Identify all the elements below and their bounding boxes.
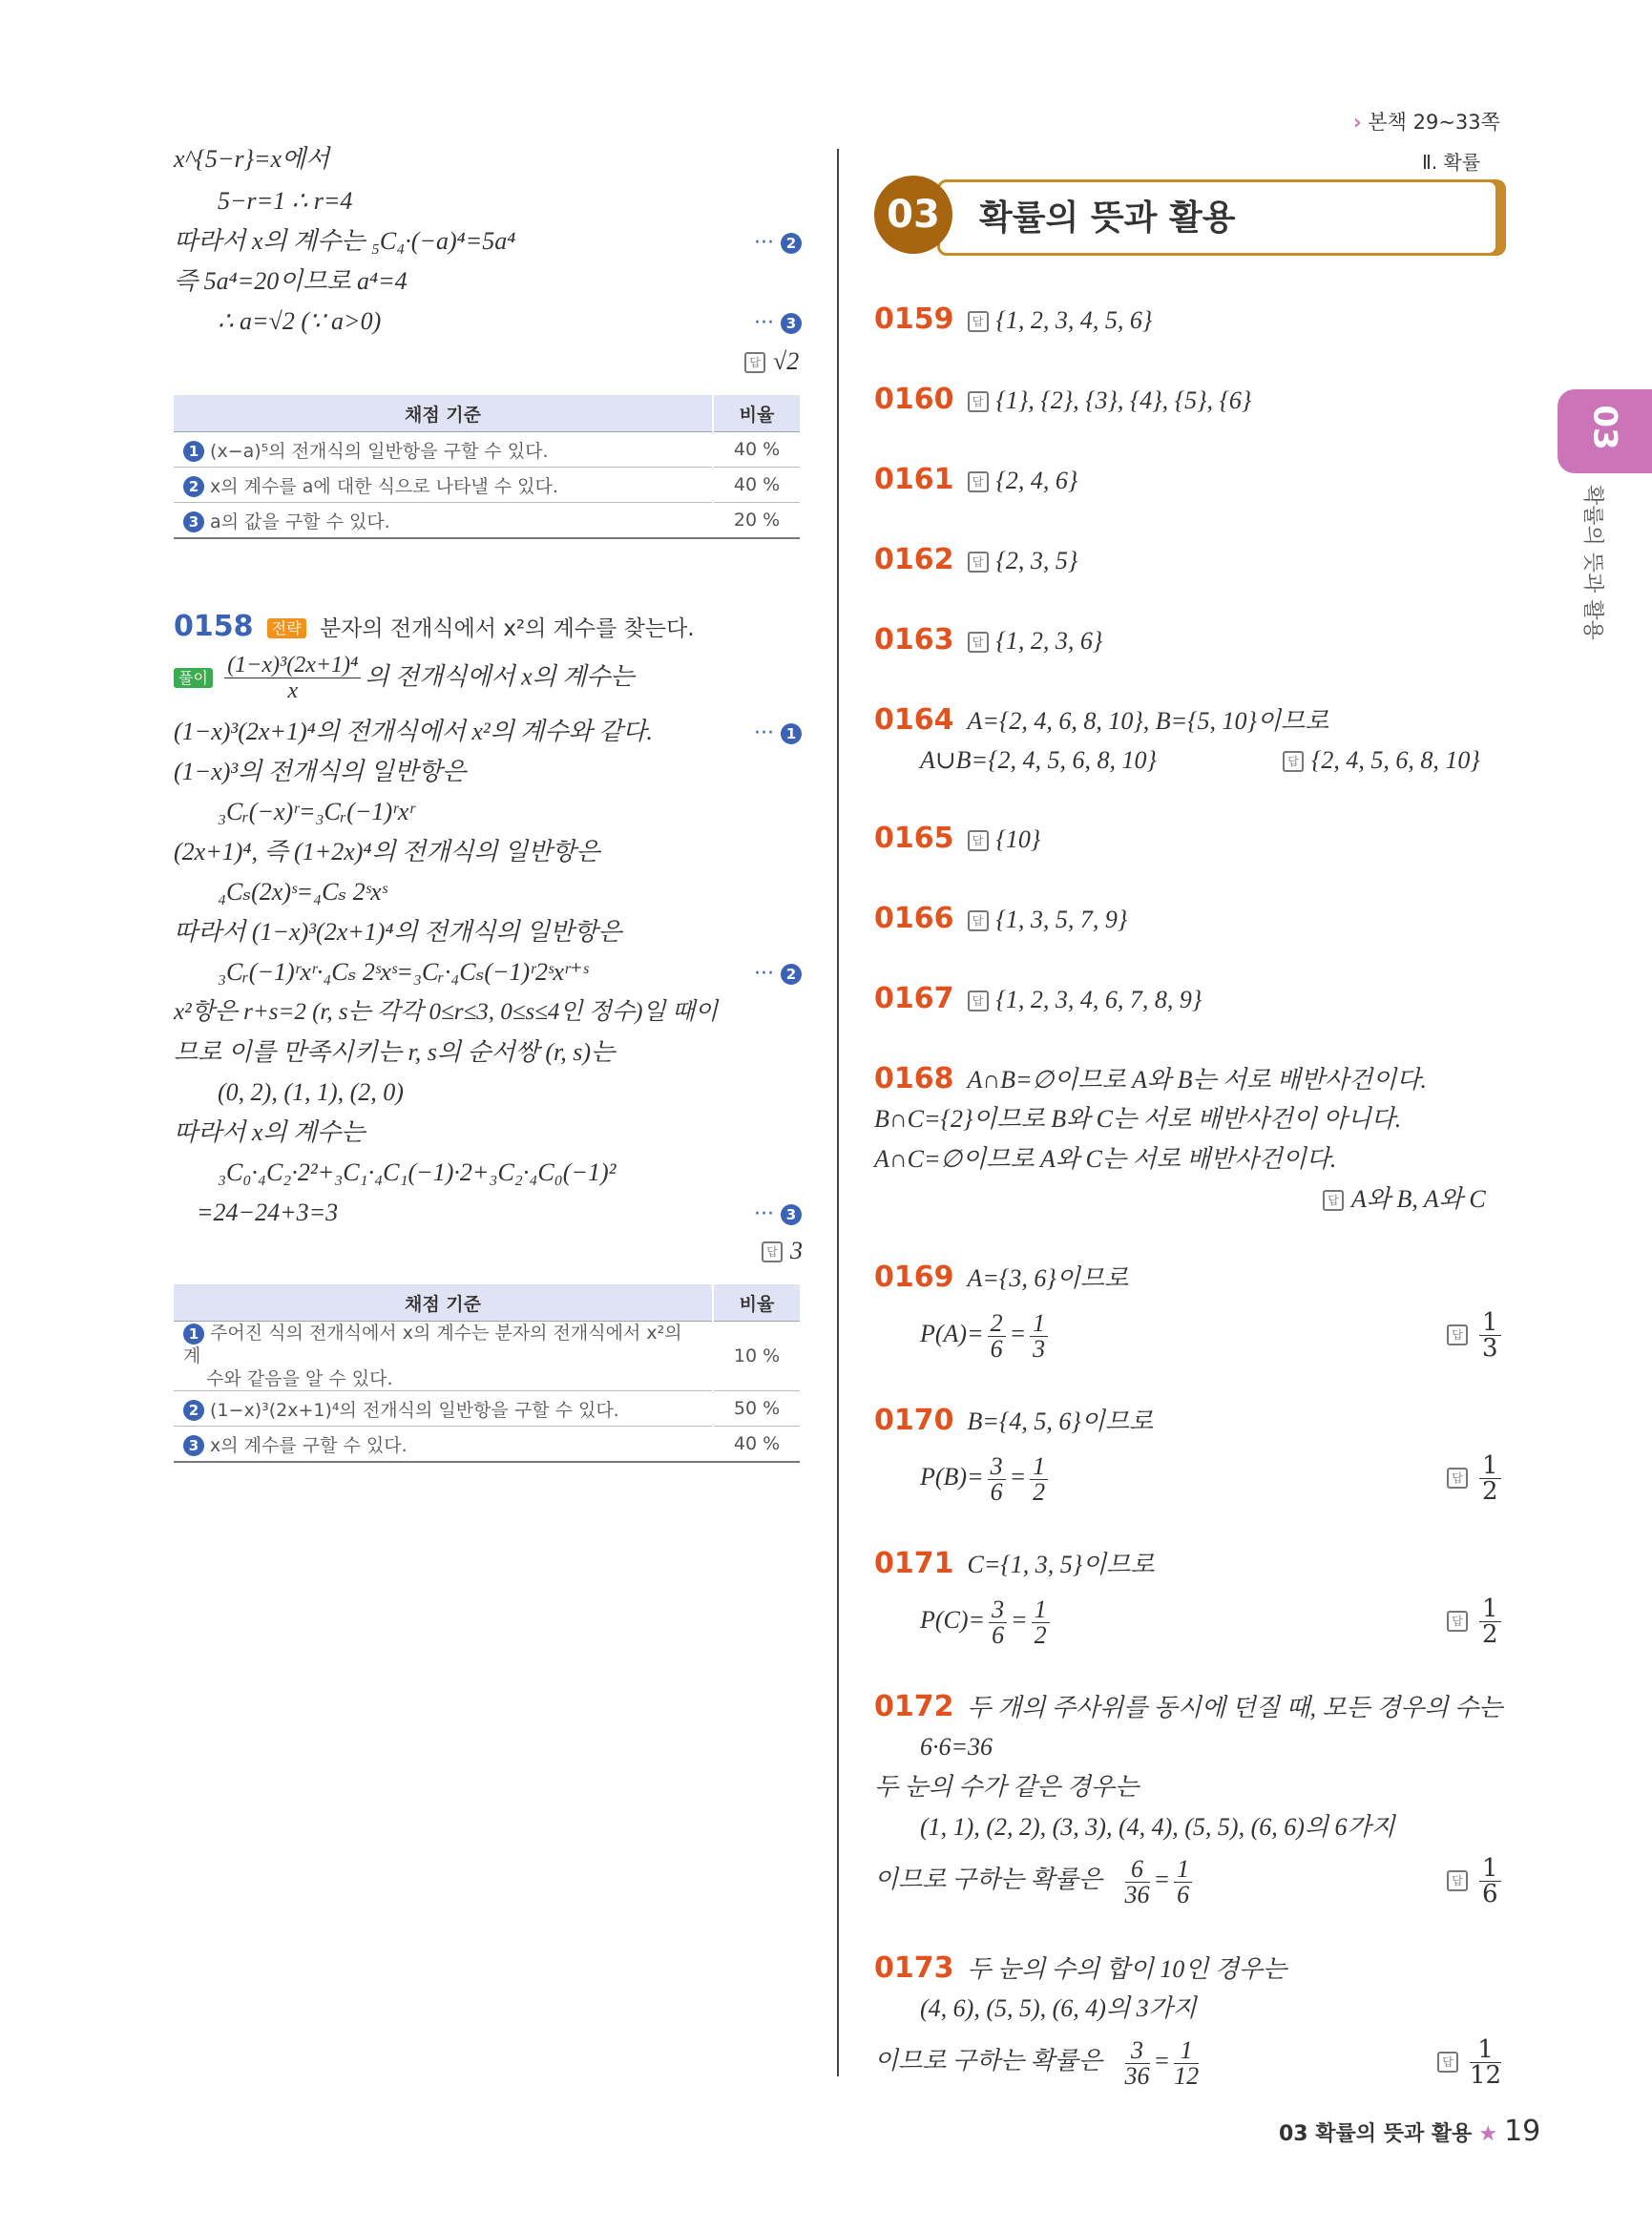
side-tab-title: 확률의 뜻과 활용 bbox=[1580, 485, 1604, 640]
answer-0169: 답 $\frac{1}{3}$ bbox=[1447, 1305, 1505, 1363]
answer-0172: 답 $\frac{1}{6}$ bbox=[1447, 1851, 1505, 1908]
problem-0171: 0171 C={1, 3, 5}이므로 bbox=[874, 1547, 1155, 1580]
table-header-ratio: 비율 bbox=[713, 395, 800, 432]
answer-0157: 답 √2 bbox=[744, 345, 799, 378]
problem-0172-line: (1, 1), (2, 2), (3, 3), (4, 4), (5, 5), (6, 6)의 6가지 bbox=[920, 1813, 1395, 1841]
problem-0159: 0159 답 {1, 2, 3, 4, 5, 6} bbox=[874, 302, 1153, 336]
table-header-ratio: 비율 bbox=[713, 1284, 800, 1322]
table-row: 1 (x−a)⁵의 전개식의 일반항을 구할 수 있다. 40 % bbox=[174, 432, 800, 468]
solution-line: (2x+1)⁴, 즉 (1+2x)⁴의 전개식의 일반항은 bbox=[174, 838, 600, 865]
answer-0171: 답 $\frac{1}{2}$ bbox=[1447, 1592, 1505, 1649]
page-number: 19 bbox=[1504, 2115, 1541, 2148]
left-line-3: 따라서 x의 계수는 ₅C₄·(−a)⁴=5a⁴ bbox=[174, 227, 516, 255]
answer-0170: 답 $\frac{1}{2}$ bbox=[1447, 1449, 1505, 1506]
problem-0173: 0173 두 눈의 수의 합이 10인 경우는 bbox=[874, 1951, 1287, 1985]
problem-0161: 0161 답 {2, 4, 6} bbox=[874, 463, 1078, 496]
table-row: 3 a의 값을 구할 수 있다. 20 % bbox=[174, 503, 800, 539]
solution-badge: 풀이 bbox=[174, 668, 213, 688]
step-marker-2: ··· 2 bbox=[754, 958, 802, 990]
left-line-1: x^{5−r}=x에서 bbox=[174, 145, 330, 173]
step-marker-1: ··· 1 bbox=[754, 718, 802, 750]
table-header-criteria: 채점 기준 bbox=[174, 395, 713, 432]
solution-line: =24−24+3=3 bbox=[197, 1199, 339, 1226]
side-tab bbox=[1558, 389, 1652, 473]
solution-first-line: 풀이 $\frac{\text{(1−x)³(2x+1)⁴}}{x}$ 의 전개식에서 x의 계수는 bbox=[174, 653, 635, 703]
left-line-5: ∴ a=√2 (∵ a>0) bbox=[218, 307, 382, 335]
column-divider bbox=[837, 149, 839, 2076]
step-marker-3: ··· 3 bbox=[754, 307, 802, 340]
solution-line: (1−x)³의 전개식의 일반항은 bbox=[174, 758, 467, 785]
problem-0173-line: (4, 6), (5, 5), (6, 4)의 3가지 bbox=[920, 1994, 1197, 2022]
problem-0172-line: 6·6=36 bbox=[920, 1733, 993, 1761]
problem-0166: 0166 답 {1, 3, 5, 7, 9} bbox=[874, 902, 1128, 935]
chapter-number-circle bbox=[874, 176, 952, 254]
problem-0158-heading bbox=[174, 611, 695, 645]
solution-line: ₄Cₛ(2x)ˢ=₄Cₛ 2ˢxˢ bbox=[218, 878, 387, 906]
table-row: 1 주어진 식의 전개식에서 x의 계수는 분자의 전개식에서 x²의 계 수와 같음을 알 수 있다. 10 % bbox=[174, 1322, 800, 1391]
problem-0165: 0165 답 {10} bbox=[874, 822, 1041, 855]
problem-0168: 0168 A∩B=∅이므로 A와 B는 서로 배반사건이다. bbox=[874, 1062, 1428, 1095]
solution-line: 따라서 x의 계수는 bbox=[174, 1118, 366, 1146]
solution-line: (0, 2), (1, 1), (2, 0) bbox=[218, 1078, 404, 1106]
chapter-title: 확률의 뜻과 활용 bbox=[979, 198, 1236, 238]
problem-0171-eq: P(C)= $\frac{3}{6}$ = $\frac{1}{2}$ bbox=[920, 1592, 1054, 1649]
step-marker-3: ··· 3 bbox=[754, 1199, 802, 1231]
problem-number: 0158 bbox=[174, 610, 254, 643]
problem-0160: 0160 답 {1}, {2}, {3}, {4}, {5}, {6} bbox=[874, 383, 1252, 416]
solution-line: ₃Cᵣ(−1)ʳxʳ·₄Cₛ 2ˢxˢ=₃Cᵣ·₄Cₛ(−1)ʳ2ˢxʳ⁺ˢ bbox=[218, 958, 588, 986]
chapter-number: 03 bbox=[887, 193, 940, 237]
problem-0173-eq: 이므로 구하는 확률은 $\frac{3}{36}$ = $\frac{1}{12}$ bbox=[874, 2035, 1200, 2090]
book-reference bbox=[1353, 107, 1500, 136]
step-marker-2: ··· 2 bbox=[754, 227, 802, 260]
problem-0172-line: 두 눈의 수가 같은 경우는 bbox=[874, 1773, 1140, 1801]
problem-0169-eq: P(A)= $\frac{2}{6}$ = $\frac{1}{3}$ bbox=[920, 1305, 1052, 1363]
table-row: 2 (1−x)³(2x+1)⁴의 전개식의 일반항을 구할 수 있다. 50 % bbox=[174, 1391, 800, 1427]
problem-0164-line: A∪B={2, 4, 5, 6, 8, 10} bbox=[920, 746, 1157, 774]
answer-0164: 답 {2, 4, 5, 6, 8, 10} bbox=[1283, 744, 1480, 777]
book-reference-text: 본책 29~33쪽 bbox=[1368, 111, 1500, 134]
answer-0173: 답 $\frac{1}{12}$ bbox=[1437, 2033, 1505, 2090]
problem-0169: 0169 A={3, 6}이므로 bbox=[874, 1261, 1129, 1294]
strategy-text: 분자의 전개식에서 x²의 계수를 찾는다. bbox=[319, 616, 695, 641]
answer-icon: 답 bbox=[744, 352, 765, 373]
problem-0164: 0164 A={2, 4, 6, 8, 10}, B={5, 10}이므로 bbox=[874, 703, 1329, 737]
solution-line: 므로 이를 만족시키는 r, s의 순서쌍 (r, s)는 bbox=[174, 1038, 616, 1066]
answer-icon: 답 bbox=[762, 1241, 783, 1262]
side-tab-number: 03 bbox=[1585, 405, 1624, 450]
answer-0158: 답 3 bbox=[762, 1235, 803, 1267]
problem-0170: 0170 B={4, 5, 6}이므로 bbox=[874, 1404, 1154, 1437]
star-icon: ★ bbox=[1478, 2122, 1498, 2146]
table-row: 2 x의 계수를 a에 대한 식으로 나타낼 수 있다. 40 % bbox=[174, 468, 800, 503]
problem-0163: 0163 답 {1, 2, 3, 6} bbox=[874, 623, 1103, 657]
table-header-criteria: 채점 기준 bbox=[174, 1284, 713, 1322]
problem-0172-eq: 이므로 구하는 확률은 $\frac{6}{36}$ = $\frac{1}{6}$ bbox=[874, 1851, 1196, 1908]
solution-line: 따라서 (1−x)³(2x+1)⁴의 전개식의 일반항은 bbox=[174, 918, 622, 946]
answer-0168: 답 A와 B, A와 C bbox=[1323, 1183, 1486, 1216]
strategy-badge: 전략 bbox=[267, 618, 306, 638]
solution-line: ₃Cᵣ(−x)ʳ=₃Cᵣ(−1)ʳxʳ bbox=[218, 798, 415, 825]
table-row: 3 x의 계수를 구할 수 있다. 40 % bbox=[174, 1427, 800, 1463]
scoring-table-1 bbox=[174, 395, 800, 539]
problem-0168-line: A∩C=∅이므로 A와 C는 서로 배반사건이다. bbox=[874, 1145, 1337, 1173]
problem-0172: 0172 두 개의 주사위를 동시에 던질 때, 모든 경우의 수는 bbox=[874, 1690, 1503, 1723]
chapter-header bbox=[874, 176, 1504, 258]
unit-label: Ⅱ. 확률 bbox=[1422, 151, 1481, 174]
footer-chapter-label: 03 확률의 뜻과 활용 bbox=[1279, 2122, 1473, 2146]
left-line-4: 즉 5a⁴=20이므로 a⁴=4 bbox=[174, 267, 408, 295]
left-line-2: 5−r=1 ∴ r=4 bbox=[218, 187, 353, 215]
chevron-right-icon: › bbox=[1353, 111, 1362, 134]
problem-0162: 0162 답 {2, 3, 5} bbox=[874, 543, 1078, 576]
solution-line: (1−x)³(2x+1)⁴의 전개식에서 x²의 계수와 같다. bbox=[174, 718, 653, 745]
solution-line: x²항은 r+s=2 (r, s는 각각 0≤r≤3, 0≤s≤4인 정수)일 때이 bbox=[174, 999, 719, 1025]
problem-0167: 0167 답 {1, 2, 3, 4, 6, 7, 8, 9} bbox=[874, 982, 1202, 1015]
problem-0170-eq: P(B)= $\frac{3}{6}$ = $\frac{1}{2}$ bbox=[920, 1449, 1052, 1506]
problem-0168-line: B∩C={2}이므로 B와 C는 서로 배반사건이 아니다. bbox=[874, 1105, 1402, 1133]
solution-line: ₃C₀·₄C₂·2²+₃C₁·₄C₁(−1)·2+₃C₂·₄C₀(−1)² bbox=[218, 1158, 617, 1186]
scoring-table-2 bbox=[174, 1284, 800, 1463]
page-footer bbox=[1279, 2115, 1540, 2148]
